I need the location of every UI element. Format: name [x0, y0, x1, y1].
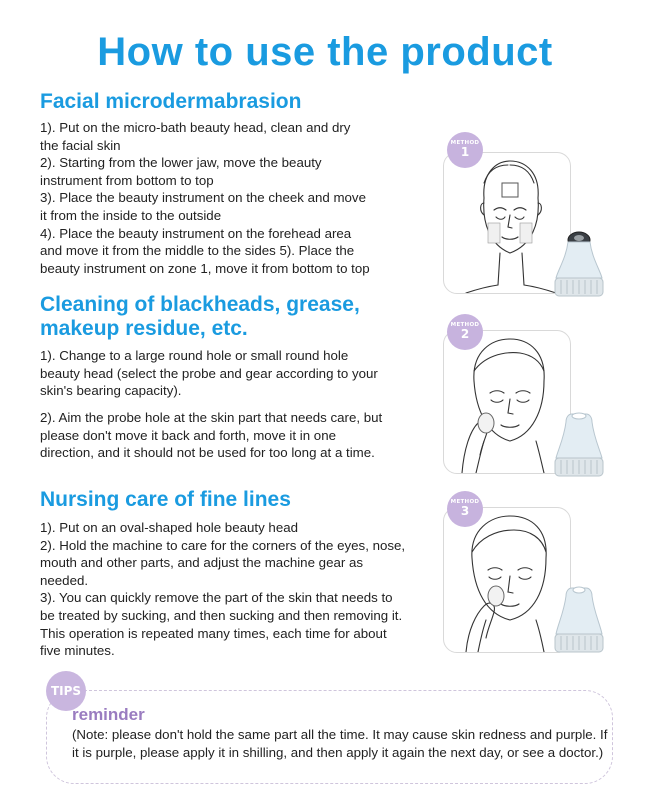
beauty-head-icon	[548, 586, 610, 656]
method-label: METHOD	[450, 322, 480, 328]
beauty-head-icon	[548, 412, 610, 480]
section-text-microdermabrasion: 1). Put on the micro-bath beauty head, clean and dry the facial skin 2). Starting from the lower jaw, move the beauty instrument from bottom to top 3). Place the beauty instrument on the cheek and move it from the inside to the outside 4). Place the beauty instrument on the forehead area and move it from the middle to the sides 5). Place the beauty instrument on zone 1, move it from bottom to top	[40, 120, 370, 276]
method-number: 2	[460, 327, 470, 341]
method-number: 1	[460, 145, 470, 159]
section-heading-blackheads: Cleaning of blackheads, grease, makeup residue, etc.	[40, 293, 360, 340]
method-number: 3	[460, 504, 470, 518]
method-1-badge	[447, 132, 483, 168]
section-text-blackheads-2: 2). Aim the probe hole at the skin part that needs care, but please don't move it back and forth, move it in one direction, and it should not be used for too long at a time.	[40, 410, 383, 461]
tips-badge: TIPS	[46, 671, 86, 711]
method-label: METHOD	[450, 140, 480, 146]
method-3-badge	[447, 491, 483, 527]
method-2-badge	[447, 314, 483, 350]
section-text-blackheads-1: 1). Change to a large round hole or small round hole beauty head (select the probe and gear according to your skin's bearing capacity).	[40, 348, 378, 399]
beauty-head-icon	[548, 230, 610, 300]
method-label: METHOD	[450, 499, 480, 505]
page-title: How to use the product	[97, 30, 553, 74]
section-text-fine-lines: 1). Put on an oval-shaped hole beauty head 2). Hold the machine to care for the corners of the eyes, nose, mouth and other parts, and adjust the machine gear as needed. 3). You can quickly remove the part of the skin that needs to be treated by sucking, and then sucking and then removing it. This operation is repeated many times, each time for about five minutes.	[40, 520, 406, 659]
section-heading-fine-lines: Nursing care of fine lines	[40, 488, 291, 511]
reminder-label: reminder	[72, 705, 145, 724]
reminder-text: (Note: please don't hold the same part all the time. It may cause skin redness and purple. If it is purple, please apply it in shilling, and then apply it again the next day, or see a doctor.)	[72, 727, 608, 760]
section-heading-microdermabrasion: Facial microdermabrasion	[40, 90, 302, 113]
